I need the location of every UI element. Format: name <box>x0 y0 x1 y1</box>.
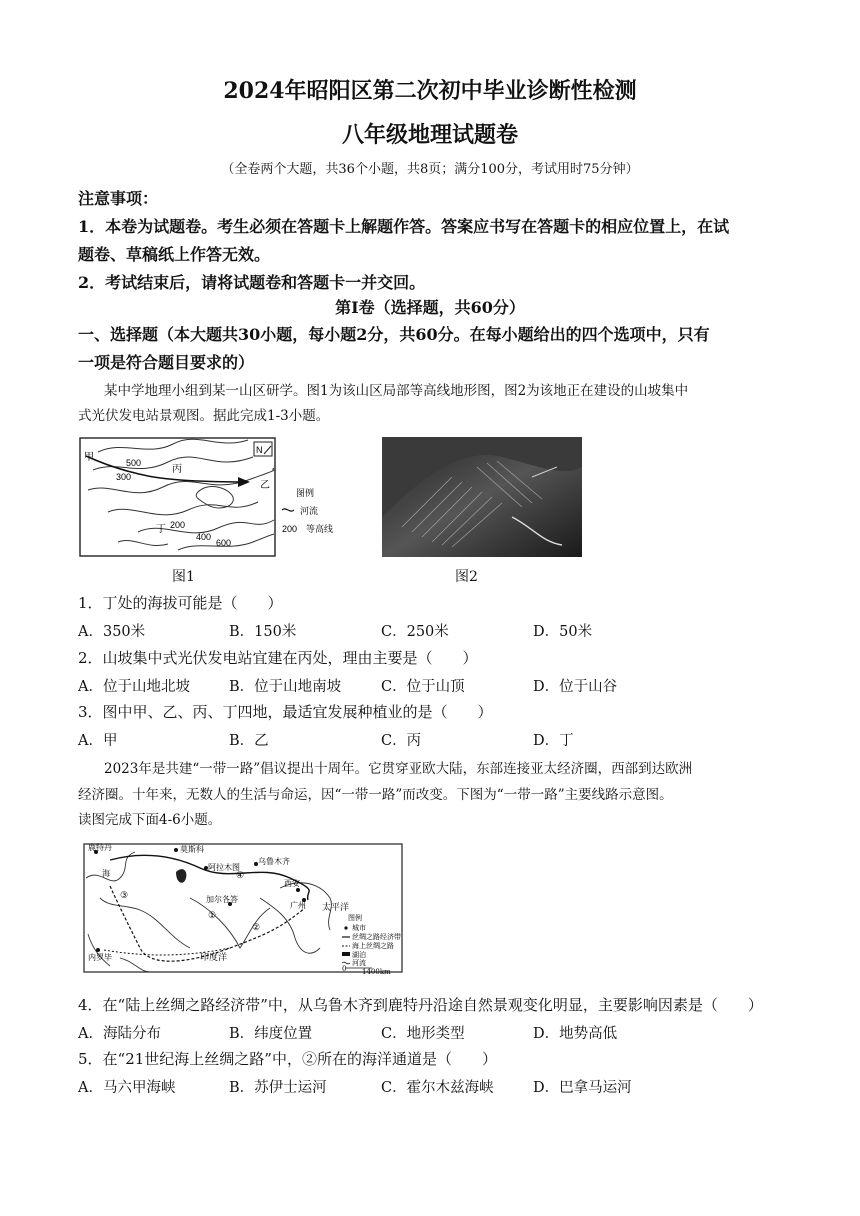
map-scale-zero: 0 <box>342 965 347 973</box>
marker-4: ④ <box>236 871 245 881</box>
notice-item-1-line-2: 题卷、草稿纸上作答无效。 <box>78 245 271 264</box>
passage2-line-1: 2023年是共建“一带一路”倡议提出十周年。它贯穿亚欧大陆，东部连接亚太经济圈，西部到达欧洲 <box>104 761 693 777</box>
question-1-option-d: D．50米 <box>533 624 593 640</box>
question-1-option-b: B．150米 <box>229 624 297 640</box>
marker-1: ① <box>208 911 217 921</box>
part1-heading: 第Ⅰ卷（选择题，共60分） <box>335 298 525 317</box>
figure-1-contour-map <box>78 432 348 560</box>
question-4-option-c: C．地形类型 <box>381 1026 465 1042</box>
label-jia: 甲 <box>84 452 94 463</box>
exam-subtitle: 八年级地理试题卷 <box>341 122 518 148</box>
label-bing: 丙 <box>172 464 182 475</box>
section1-instructions-line-2: 一项是符合题目要求的） <box>78 353 255 372</box>
city-almaty: 阿拉木图 <box>208 863 240 872</box>
north-label: N <box>256 445 263 455</box>
question-5-option-a: A．马六甲海峡 <box>78 1080 176 1096</box>
question-4-option-b: B．纬度位置 <box>229 1026 313 1042</box>
map-legend-lake: 湖泊 <box>352 951 366 959</box>
marker-2: ② <box>252 923 261 933</box>
question-2-option-c: C．位于山顶 <box>381 679 465 695</box>
notice-heading: 注意事项： <box>78 189 159 208</box>
passage2-line-3: 读图完成下面4-6小题。 <box>78 812 222 828</box>
fig1-legend-river: 河流 <box>300 507 319 517</box>
question-2-option-b: B．位于山地南坡 <box>229 679 342 695</box>
city-moscow: 莫斯科 <box>180 845 204 854</box>
map-legend-belt: 丝绸之路经济带 <box>352 933 401 941</box>
question-2-option-a: A．位于山地北坡 <box>78 679 190 695</box>
map-legend-maritime: 海上丝绸之路 <box>352 942 394 950</box>
marker-3: ③ <box>120 891 129 901</box>
exam-title: 2024年昭阳区第二次初中毕业诊断性检测 <box>223 78 637 104</box>
notice-item-2: 2．考试结束后，请将试题卷和答题卡一并交回。 <box>78 273 426 292</box>
map-legend-city: 城市 <box>352 924 366 932</box>
exam-note: （全卷两个大题，共36个小题，共8页；满分100分，考试用时75分钟） <box>221 162 639 177</box>
question-4-stem: 4．在“陆上丝绸之路经济带”中，从乌鲁木齐到鹿特丹沿途自然景观变化明显，主要影响因素是（ ） <box>78 996 763 1014</box>
label-yi: 乙 <box>260 480 270 491</box>
city-kolkata: 加尔各答 <box>206 895 238 904</box>
question-5-option-b: B．苏伊士运河 <box>229 1080 327 1096</box>
question-2-stem: 2．山坡集中式光伏发电站宜建在丙处，理由主要是（ ） <box>78 649 478 667</box>
label-indian-ocean: 印度洋 <box>200 953 228 963</box>
fig1-legend-contour-value: 200 <box>282 524 298 534</box>
question-3-stem: 3．图中甲、乙、丙、丁四地，最适宜发展种植业的是（ ） <box>78 703 493 721</box>
city-guangzhou: 广州 <box>290 901 306 910</box>
city-nairobi: 内罗毕 <box>88 953 112 962</box>
question-4-option-a: A．海陆分布 <box>78 1026 161 1042</box>
city-xian: 西安 <box>284 879 300 888</box>
contour-label-400: 400 <box>196 532 212 542</box>
question-4-option-d: D．地势高低 <box>533 1026 618 1042</box>
contour-label-600: 600 <box>216 538 232 548</box>
figure-2-photo <box>382 437 582 557</box>
question-1-option-c: C．250米 <box>381 624 449 640</box>
label-ding: 丁 <box>156 524 166 535</box>
contour-label-300: 300 <box>116 472 132 482</box>
question-1-stem: 1．丁处的海拔可能是（ ） <box>78 594 283 612</box>
map-legend-title: 图例 <box>348 914 362 922</box>
city-rotterdam: 鹿特丹 <box>88 843 112 852</box>
notice-item-1-line-1: 1．本卷为试题卷。考生必须在答题卡上解题作答。答案应书写在答题卡的相应位置上，在试 <box>78 217 730 236</box>
question-1-option-a: A．350米 <box>78 624 146 640</box>
question-3-option-d: D．丁 <box>533 733 574 749</box>
belt-and-road-map <box>80 838 410 978</box>
question-3-option-c: C．丙 <box>381 733 422 749</box>
section1-instructions-line-1: 一、选择题（本大题共30小题，每小题2分，共60分。在每小题给出的四个选项中，只有 <box>78 325 710 344</box>
figure-1-caption: 图1 <box>172 569 195 585</box>
question-2-option-d: D．位于山谷 <box>533 679 618 695</box>
passage2-line-2: 经济圈。十年来，无数人的生活与命运，因“一带一路”而改变。下图为“一带一路”主要线路示意图。 <box>78 787 673 803</box>
question-5-stem: 5．在“21世纪海上丝绸之路”中，②所在的海洋通道是（ ） <box>78 1050 497 1068</box>
fig1-legend-contour: 等高线 <box>306 525 334 535</box>
label-sea: 海 <box>102 869 110 878</box>
label-pacific: 太平洋 <box>322 903 350 913</box>
map-scale-label: 1400km <box>362 968 391 976</box>
fig1-legend-title: 图例 <box>296 489 315 499</box>
city-urumqi: 乌鲁木齐 <box>258 857 290 866</box>
question-3-option-b: B．乙 <box>229 733 269 749</box>
question-5-option-c: C．霍尔木兹海峡 <box>381 1080 494 1096</box>
question-3-option-a: A．甲 <box>78 733 118 749</box>
passage1-line-1: 某中学地理小组到某一山区研学。图1为该山区局部等高线地形图，图2为该地正在建设的山坡集中 <box>104 383 689 399</box>
contour-label-500: 500 <box>126 458 142 468</box>
map-legend-river: 河流 <box>352 959 366 967</box>
contour-label-200: 200 <box>170 520 186 530</box>
question-5-option-d: D．巴拿马运河 <box>533 1080 632 1096</box>
figure-2-caption: 图2 <box>455 569 478 585</box>
passage1-line-2: 式光伏发电站景观图。据此完成1-3小题。 <box>78 408 330 424</box>
